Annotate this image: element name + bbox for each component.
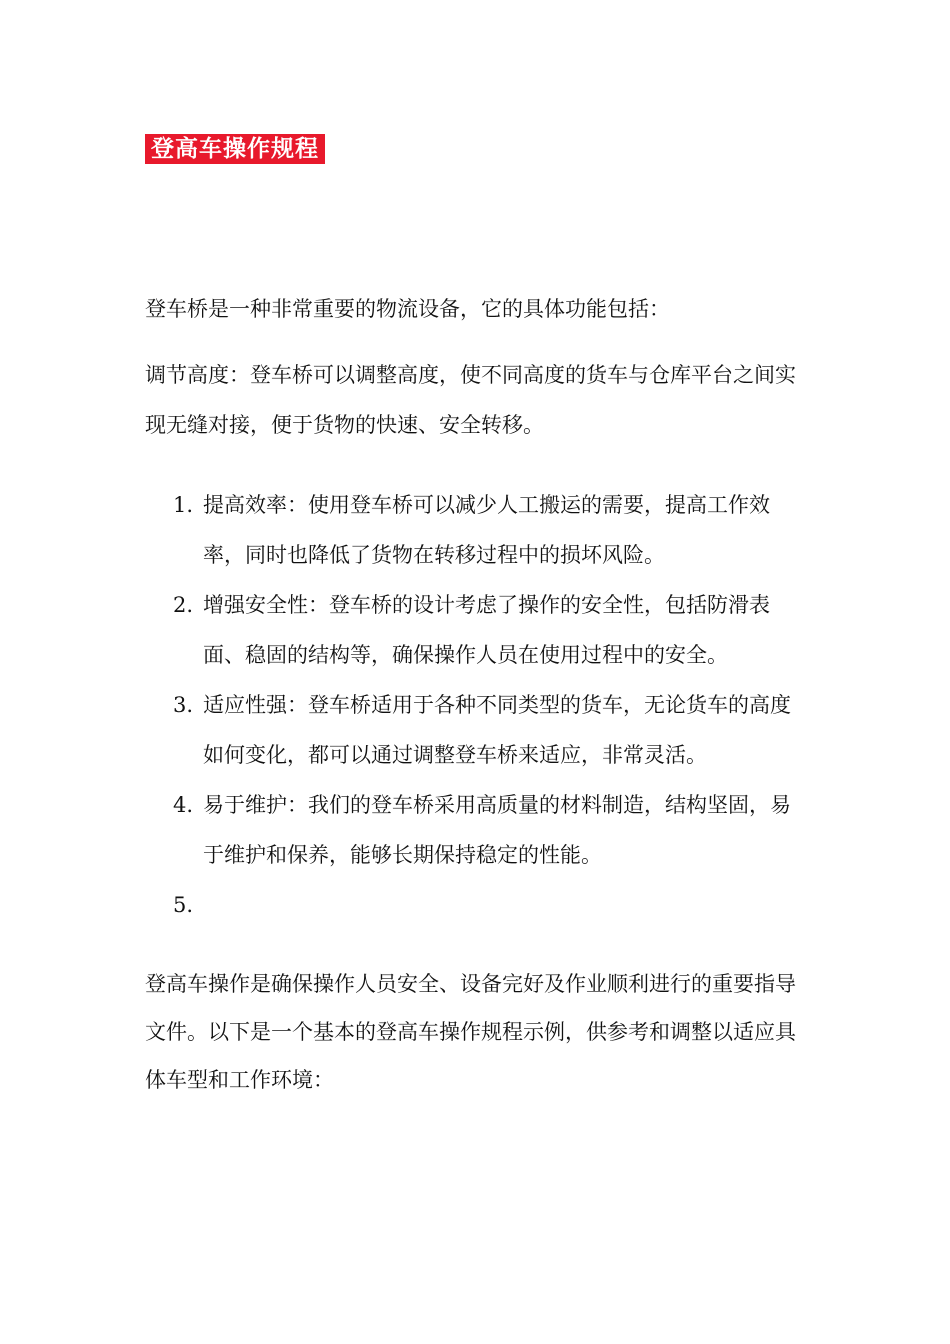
document-title: 登高车操作规程 [145, 134, 325, 164]
list-item-number: 1. [173, 493, 194, 517]
list-item-number: 5. [173, 893, 194, 917]
adjust-height-paragraph: 调节高度：登车桥可以调整高度，使不同高度的货车与仓库平台之间实现无缝对接，便于货物的快速、安全转移。 [145, 363, 796, 437]
list-item-text: 易于维护：我们的登车桥采用高质量的材料制造，结构坚固，易于维护和保养，能够长期保持稳定的性能。 [203, 793, 791, 867]
list-item-number: 3. [173, 693, 194, 717]
list-item [145, 780, 810, 880]
list-item [145, 880, 810, 930]
list-item-number: 2. [173, 593, 194, 617]
list-item [145, 680, 810, 780]
intro-paragraph: 登车桥是一种非常重要的物流设备，它的具体功能包括： [145, 297, 670, 321]
feature-list [145, 480, 810, 930]
list-item-text: 增强安全性：登车桥的设计考虑了操作的安全性，包括防滑表面、稳固的结构等，确保操作人员在使用过程中的安全。 [203, 593, 770, 667]
document-body [145, 296, 810, 1104]
list-item-text [203, 893, 210, 917]
list-item [145, 480, 810, 580]
list-item-text: 提高效率：使用登车桥可以减少人工搬运的需要，提高工作效率，同时也降低了货物在转移过程中的损坏风险。 [203, 493, 770, 567]
list-item [145, 580, 810, 680]
list-item-text: 适应性强：登车桥适用于各种不同类型的货车，无论货车的高度如何变化，都可以通过调整登车桥来适应，非常灵活。 [203, 693, 791, 767]
closing-paragraph: 登高车操作是确保操作人员安全、设备完好及作业顺利进行的重要指导文件。以下是一个基本的登高车操作规程示例，供参考和调整以适应具体车型和工作环境： [145, 972, 796, 1092]
list-item-number: 4. [173, 793, 194, 817]
